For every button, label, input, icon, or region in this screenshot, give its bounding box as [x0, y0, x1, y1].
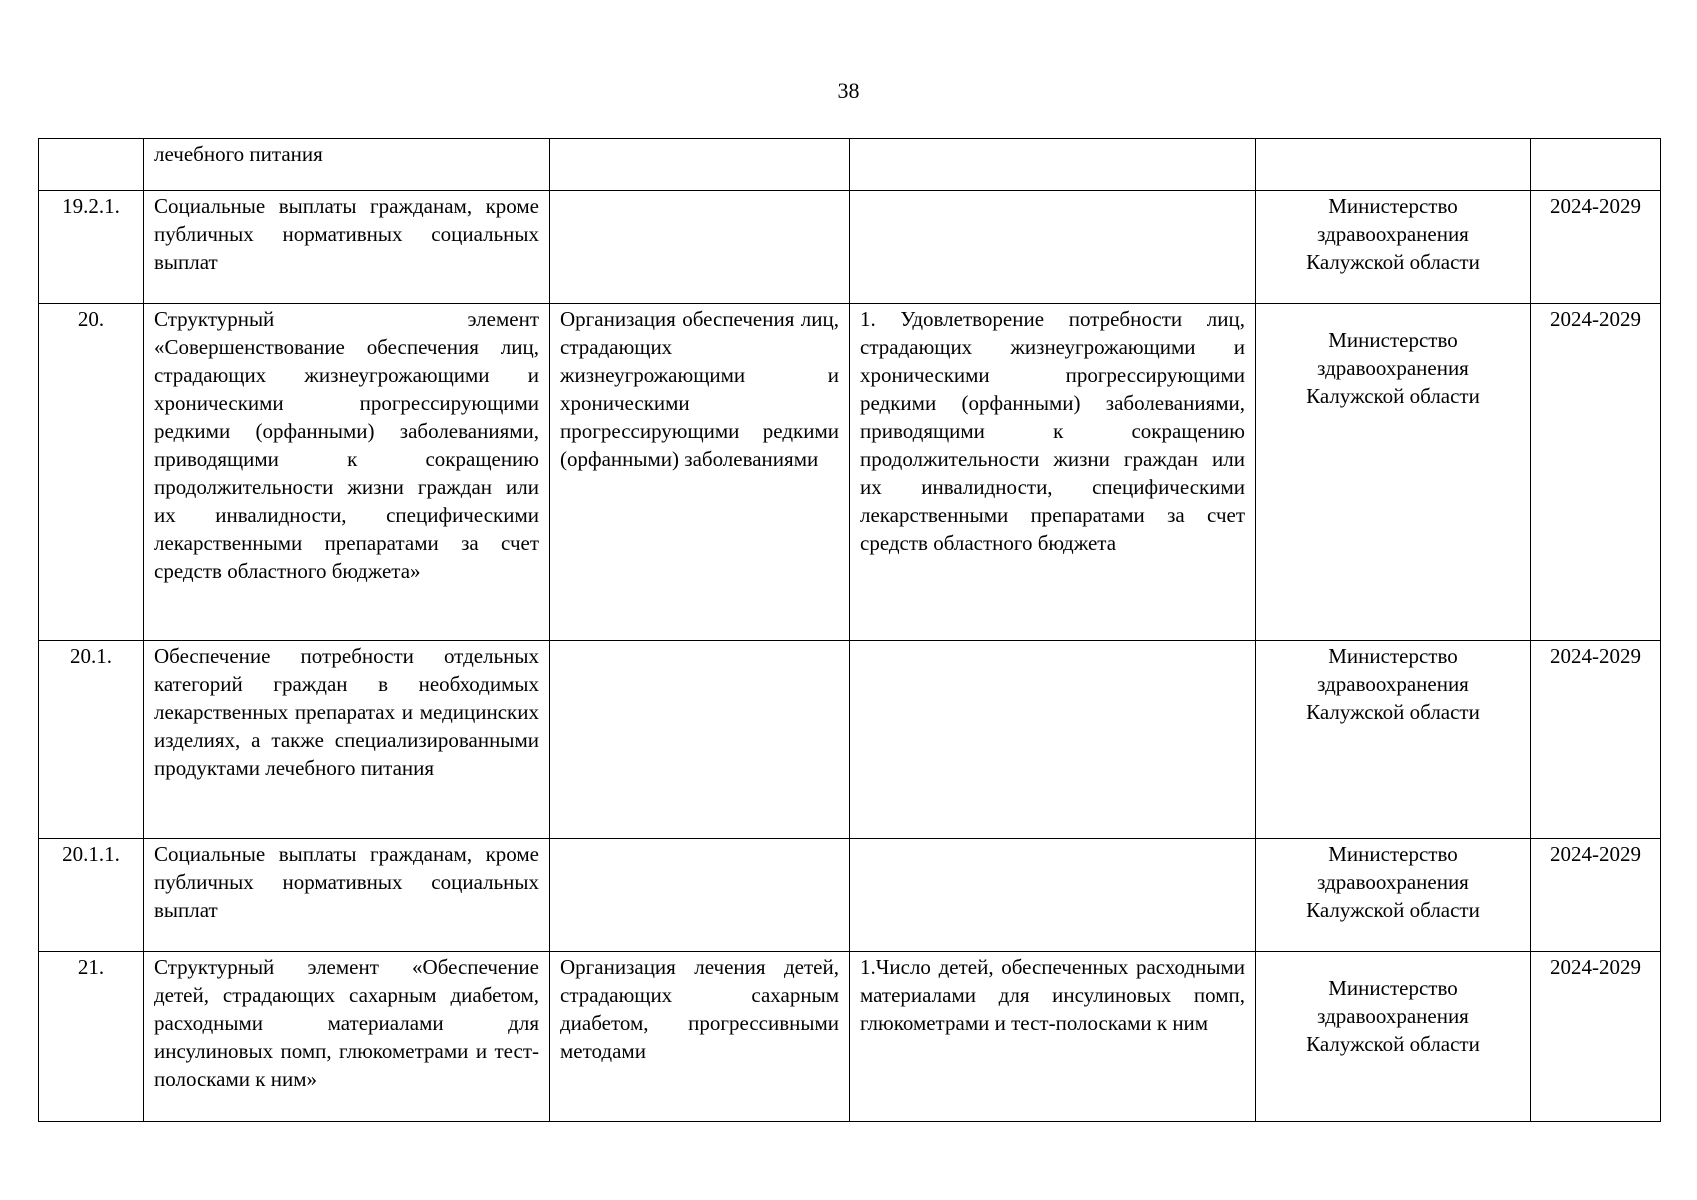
row-number: 20.1.	[39, 641, 144, 839]
activity-indicator	[850, 641, 1256, 839]
row-number: 20.1.1.	[39, 839, 144, 952]
activity-indicator	[850, 139, 1256, 191]
executor-line: здравоохранения	[1317, 870, 1469, 894]
implementation-period: 2024-2029	[1531, 304, 1661, 641]
executor-line: Министерство	[1328, 194, 1458, 218]
executor-line: Министерство	[1328, 842, 1458, 866]
executor-line: Министерство	[1328, 644, 1458, 668]
table-row	[39, 839, 1661, 952]
executor-line: Министерство	[1328, 328, 1458, 352]
executor-line: Калужской области	[1306, 384, 1480, 408]
implementation-period: 2024-2029	[1531, 952, 1661, 1122]
responsible-executor	[1256, 839, 1531, 952]
implementation-period	[1531, 139, 1661, 191]
activity-task	[550, 641, 850, 839]
table-row	[39, 139, 1661, 191]
executor-line: здравоохранения	[1317, 1004, 1469, 1028]
activity-indicator	[850, 839, 1256, 952]
executor-line: здравоохранения	[1317, 222, 1469, 246]
responsible-executor	[1256, 641, 1531, 839]
activity-task	[550, 191, 850, 304]
responsible-executor	[1256, 139, 1531, 191]
activity-task	[550, 839, 850, 952]
activities-table	[38, 138, 1661, 1122]
executor-line: здравоохранения	[1317, 356, 1469, 380]
table-row	[39, 952, 1661, 1122]
executor-line: здравоохранения	[1317, 672, 1469, 696]
table-row	[39, 191, 1661, 304]
activity-indicator: 1. Удовлетворение потребности лиц, страдающих жизнеугрожающими и хроническими прогрессирующими редкими (орфанными) заболеваниями, приводящими к сокращению продолжительности жизни граждан или их инвалидности, специфическими лекарственными препаратами за счет средств областного бюджета	[850, 304, 1256, 641]
implementation-period: 2024-2029	[1531, 839, 1661, 952]
table-row	[39, 304, 1661, 641]
responsible-executor	[1256, 191, 1531, 304]
table-row	[39, 641, 1661, 839]
executor-line: Калужской области	[1306, 1032, 1480, 1056]
activity-task: Организация лечения детей, страдающих сахарным диабетом, прогрессивными методами	[550, 952, 850, 1122]
implementation-period: 2024-2029	[1531, 191, 1661, 304]
row-number: 20.	[39, 304, 144, 641]
activity-name: лечебного питания	[144, 139, 550, 191]
row-number: 19.2.1.	[39, 191, 144, 304]
executor-line: Калужской области	[1306, 898, 1480, 922]
activity-indicator: 1.Число детей, обеспеченных расходными материалами для инсулиновых помп, глюкометрами и тест-полосками к ним	[850, 952, 1256, 1122]
activity-name: Структурный элемент «Совершенствование обеспечения лиц, страдающих жизнеугрожающими и хроническими прогрессирующими редкими (орфанными) заболеваниями, приводящими к сокращению продолжительности жизни граждан или их инвалидности, специфическими лекарственными препаратами за счет средств областного бюджета»	[144, 304, 550, 641]
executor-line: Калужской области	[1306, 250, 1480, 274]
implementation-period: 2024-2029	[1531, 641, 1661, 839]
executor-line: Министерство	[1328, 976, 1458, 1000]
row-number	[39, 139, 144, 191]
activity-task: Организация обеспечения лиц, страдающих жизнеугрожающими и хроническими прогрессирующими редкими (орфанными) заболеваниями	[550, 304, 850, 641]
activity-name: Социальные выплаты гражданам, кроме публичных нормативных социальных выплат	[144, 839, 550, 952]
row-number: 21.	[39, 952, 144, 1122]
page-number: 38	[837, 78, 860, 103]
activity-name: Структурный элемент «Обеспечение детей, страдающих сахарным диабетом, расходными материалами для инсулиновых помп, глюкометрами и тест-полосками к ним»	[144, 952, 550, 1122]
activity-name: Социальные выплаты гражданам, кроме публичных нормативных социальных выплат	[144, 191, 550, 304]
executor-line: Калужской области	[1306, 700, 1480, 724]
responsible-executor	[1256, 304, 1531, 641]
activity-indicator	[850, 191, 1256, 304]
activity-task	[550, 139, 850, 191]
activity-name: Обеспечение потребности отдельных категорий граждан в необходимых лекарственных препаратах и медицинских изделиях, а также специализированными продуктами лечебного питания	[144, 641, 550, 839]
responsible-executor	[1256, 952, 1531, 1122]
